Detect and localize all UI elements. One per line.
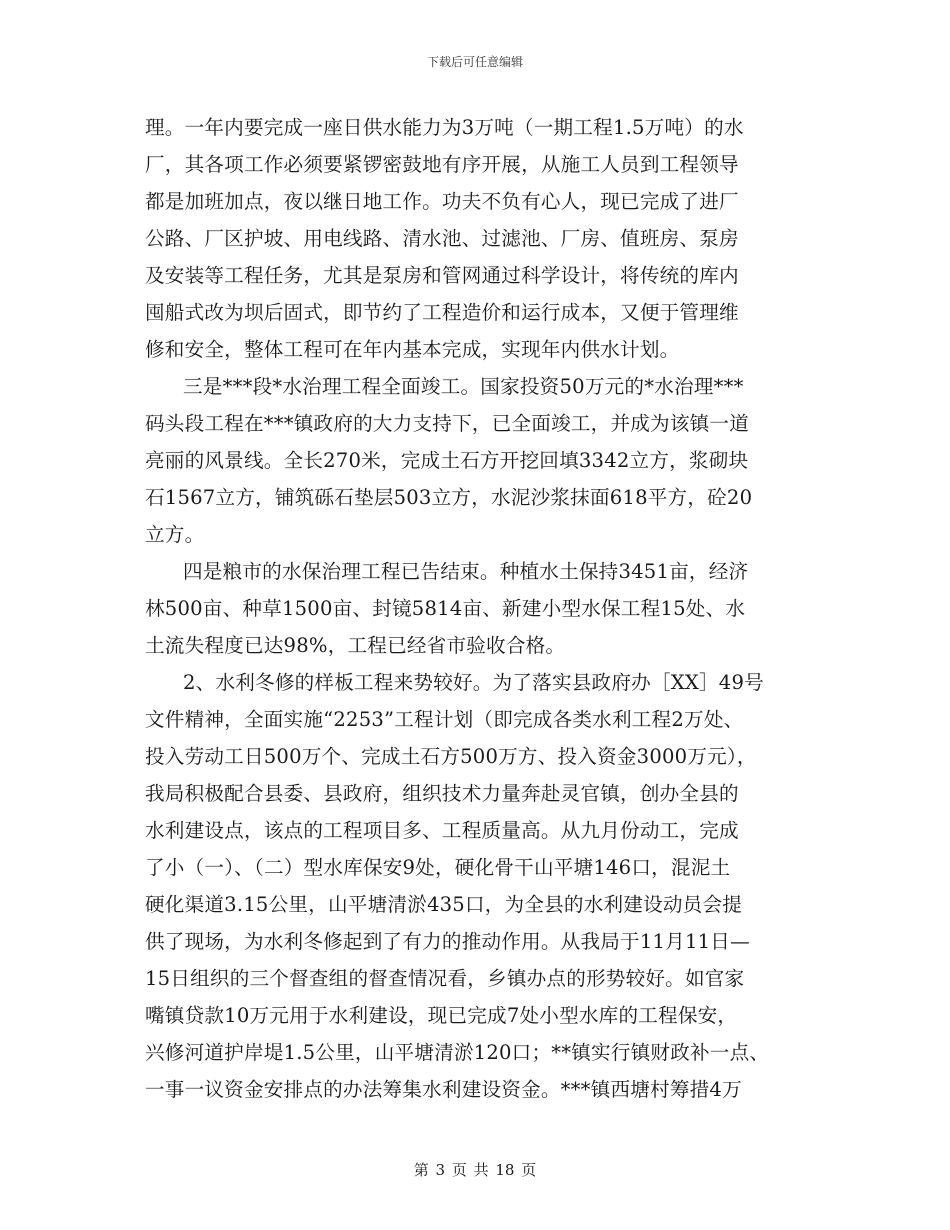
text-line: 厂，其各项工作必须要紧锣密鼓地有序开展，从施工人员到工程领导: [145, 153, 739, 176]
text-line: 理。一年内要完成一座日供水能力为3万吨（一期工程1.5万吨）的水: [145, 116, 744, 139]
text-line: 三是***段*水治理工程全面竣工。国家投资50万元的*水治理***: [183, 375, 744, 398]
text-line: 供了现场，为水利冬修起到了有力的推动作用。从我局于11月11日—: [145, 930, 750, 953]
text-line: 修和安全，整体工程可在年内基本完成，实现年内供水计划。: [145, 338, 680, 361]
text-line: 文件精神，全面实施“2253”工程计划（即完成各类水利工程2万处、: [145, 708, 744, 731]
text-line: 了小（一）、（二）型水库保安9处，硬化骨干山平塘146口，混泥土: [145, 856, 731, 879]
text-line: 四是粮市的水保治理工程已告结束。种植水土保持3451亩，经济: [183, 560, 749, 583]
text-line: 2、水利冬修的样板工程来势较好。为了落实县政府办［XX］49号: [183, 671, 764, 694]
text-line: 水利建设点，该点的工程项目多、工程质量高。从九月份动工，完成: [145, 819, 739, 842]
text-line: 兴修河道护岸堤1.5公里，山平塘清淤120口；**镇实行镇财政补一点、: [145, 1041, 770, 1064]
text-line: 亮丽的风景线。全长270米，完成土石方开挖回填3342立方，浆砌块: [145, 449, 749, 472]
text-line: 公路、厂区护坡、用电线路、清水池、过滤池、厂房、值班房、泵房: [145, 227, 739, 250]
text-line: 石1567立方，铺筑砾石垫层503立方，水泥沙浆抹面618平方，砼20: [145, 486, 753, 509]
text-line: 硬化渠道3.15公里，山平塘清淤435口，为全县的水利建设动员会提: [145, 893, 743, 916]
text-line: 立方。: [145, 523, 205, 546]
text-line: 一事一议资金安排点的办法筹集水利建设资金。***镇西塘村筹措4万: [145, 1078, 742, 1101]
text-line: 及安装等工程任务，尤其是泵房和管网通过科学设计，将传统的库内: [145, 264, 739, 287]
text-line: 码头段工程在***镇政府的大力支持下，已全面竣工，并成为该镇一道: [145, 412, 750, 435]
text-line: 囤船式改为坝后固式，即节约了工程造价和运行成本，又便于管理维: [145, 301, 739, 324]
text-line: 土流失程度已达98%，工程已经省市验收合格。: [145, 634, 566, 657]
text-line: 投入劳动工日500万个、完成土石方500万方、投入资金3000万元），: [145, 745, 757, 768]
document-body: [145, 109, 810, 1108]
page-footer: 第 3 页 共 18 页: [413, 1161, 537, 1179]
page-header: 下载后可任意编辑: [426, 55, 523, 69]
text-line: 都是加班加点，夜以继日地工作。功夫不负有心人，现已完成了进厂: [145, 190, 739, 213]
text-line: 15日组织的三个督查组的督查情况看，乡镇办点的形势较好。如官家: [145, 967, 745, 990]
text-line: 林500亩、种草1500亩、封镜5814亩、新建小型水保工程15处、水: [145, 597, 746, 620]
text-line: 嘴镇贷款10万元用于水利建设，现已完成7处小型水库的工程保安，: [145, 1004, 738, 1027]
text-line: 我局积极配合县委、县政府，组织技术力量奔赴灵官镇，创办全县的: [145, 782, 739, 805]
